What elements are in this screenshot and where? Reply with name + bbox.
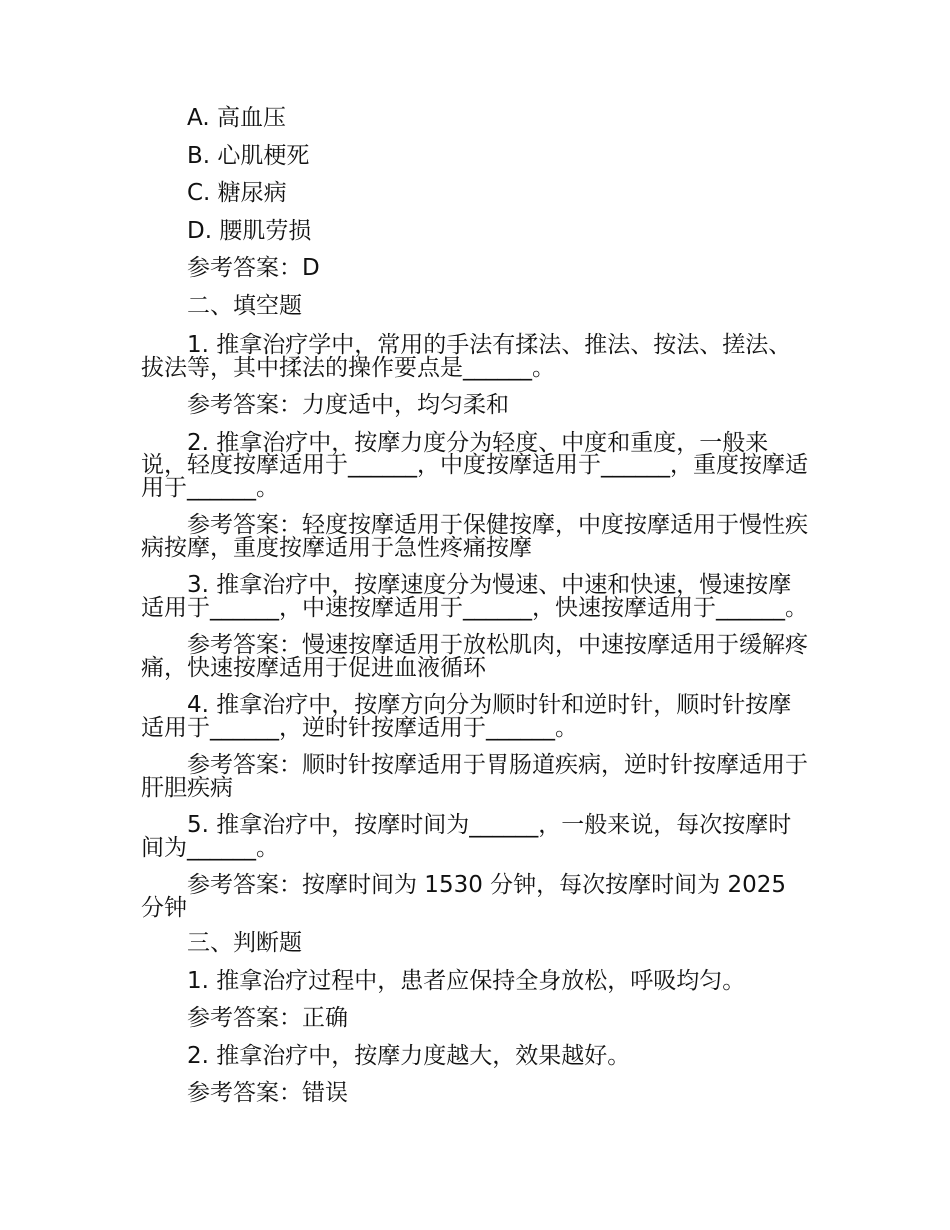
fill-answer-2: 参考答案：轻度按摩适用于保健按摩，中度按摩适用于慢性疾病按摩，重度按摩适用于急性疼痛按摩: [141, 512, 808, 561]
judge-answer-1: 参考答案：正确: [187, 1005, 348, 1031]
answer-line: 参考答案：D: [187, 255, 320, 281]
fill-question-1: 1. 推拿治疗学中，常用的手法有揉法、推法、按法、搓法、拔法等，其中揉法的操作要点是______。: [141, 332, 792, 381]
fill-question-4: 4. 推拿治疗中，按摩方向分为顺时针和逆时针，顺时针按摩适用于______，逆时针按摩适用于______。: [141, 692, 792, 741]
option-d: D. 腰肌劳损: [187, 217, 312, 244]
fill-question-5: 5. 推拿治疗中，按摩时间为______，一般来说，每次按摩时间为______。: [141, 812, 792, 861]
judge-question-2: 2. 推拿治疗中，按摩力度越大，效果越好。: [187, 1042, 631, 1069]
fill-answer-4: 参考答案：顺时针按摩适用于胃肠道疾病，逆时针按摩适用于肝胆疾病: [141, 752, 808, 801]
fill-answer-3: 参考答案：慢速按摩适用于放松肌肉，中速按摩适用于缓解疼痛，快速按摩适用于促进血液循环: [141, 632, 808, 681]
fill-answer-5: 参考答案：按摩时间为 1530 分钟，每次按摩时间为 2025 分钟: [141, 872, 786, 921]
judge-question-1: 1. 推拿治疗过程中，患者应保持全身放松，呼吸均匀。: [187, 967, 746, 994]
fill-question-2: 2. 推拿治疗中，按摩力度分为轻度、中度和重度，一般来说，轻度按摩适用于______，中度按摩适用于______，重度按摩适用于______。: [141, 429, 808, 501]
option-c: C. 糖尿病: [187, 180, 287, 206]
section-heading-judge: 三、判断题: [187, 930, 302, 956]
fill-answer-1: 参考答案：力度适中，均匀柔和: [187, 392, 509, 418]
document-content: [141, 100, 813, 1113]
option-a: A. 高血压: [187, 105, 286, 131]
option-b: B. 心肌梗死: [187, 142, 310, 169]
judge-answer-2: 参考答案：错误: [187, 1080, 348, 1106]
section-heading-fill: 二、填空题: [187, 292, 302, 319]
fill-question-3: 3. 推拿治疗中，按摩速度分为慢速、中速和快速，慢速按摩适用于______，中速按摩适用于______，快速按摩适用于______。: [141, 572, 808, 621]
